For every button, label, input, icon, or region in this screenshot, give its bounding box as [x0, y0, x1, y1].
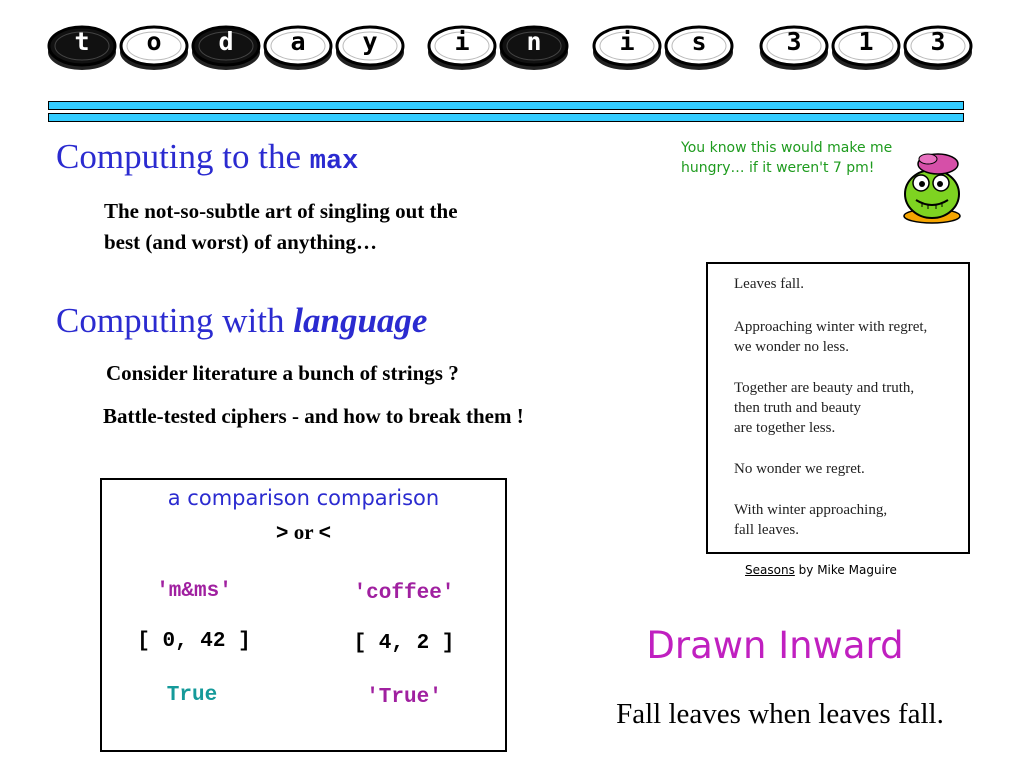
language-point-ciphers: Battle-tested ciphers - and how to break them ! — [103, 404, 524, 428]
comparison-operators — [102, 520, 505, 546]
poem-line: Leaves fall. — [734, 276, 804, 292]
left-result: True — [166, 684, 218, 707]
heading-max-code: max — [309, 147, 359, 177]
poem-line: With winter approaching, — [734, 502, 888, 518]
heading-language-italic: language — [293, 301, 428, 340]
title-key-letter: t — [74, 27, 90, 56]
title-key-letter: i — [454, 27, 470, 56]
title-key-letter: 1 — [858, 27, 874, 56]
title-key-3 — [758, 22, 830, 72]
poem-line: fall leaves. — [734, 522, 799, 538]
drawn-inward-title: Drawn Inward — [646, 624, 904, 667]
header-bar-top — [48, 101, 964, 110]
title-key-o — [118, 22, 190, 72]
comparison-title: a comparison comparison — [167, 486, 440, 510]
left-string: 'm&ms' — [156, 580, 232, 603]
title-key-i — [426, 22, 498, 72]
title-key-n — [498, 22, 570, 72]
right-string: 'coffee' — [353, 582, 455, 605]
heading-computing-language — [56, 301, 427, 341]
title-key-t — [46, 22, 118, 72]
title-key-y — [334, 22, 406, 72]
title-key-i — [591, 22, 663, 72]
poem-caption-author: by Mike Maguire — [794, 563, 897, 577]
comparison-box — [100, 478, 507, 752]
heading-language-prefix: Computing with — [56, 301, 285, 340]
right-list: [ 4, 2 ] — [353, 632, 455, 655]
heading-computing-max — [56, 137, 358, 177]
palindrome-text: Fall leaves when leaves fall. — [616, 698, 944, 730]
right-result: 'True' — [366, 686, 442, 709]
hungry-note: You know this would make me hungry… if it weren't 7 pm! — [681, 140, 893, 176]
title-key-letter: n — [526, 27, 542, 56]
header-bar-bottom — [48, 113, 964, 122]
poem-line: Approaching winter with regret, — [734, 319, 928, 335]
title-keys — [46, 22, 976, 78]
poem-caption — [706, 563, 936, 577]
operator-greater: > — [275, 523, 289, 546]
title-key-letter: d — [218, 27, 234, 56]
title-key-d — [190, 22, 262, 72]
operator-or: or — [293, 520, 314, 544]
poem-image — [706, 262, 970, 554]
heading-max-prefix: Computing to the — [56, 137, 301, 176]
title-key-s — [663, 22, 735, 72]
title-key-letter: o — [146, 27, 162, 56]
title-key-3 — [902, 22, 974, 72]
left-list: [ 0, 42 ] — [137, 630, 251, 653]
poem-line: No wonder we regret. — [734, 461, 865, 477]
poem-caption-title: Seasons — [745, 563, 795, 577]
operator-less: < — [318, 523, 332, 546]
poem-line: Together are beauty and truth, — [734, 380, 915, 396]
green-alien-mascot-icon — [898, 150, 966, 224]
title-key-a — [262, 22, 334, 72]
poem-line: we wonder no less. — [734, 339, 849, 355]
poem-line: are together less. — [734, 420, 836, 436]
max-description — [104, 196, 574, 258]
title-key-letter: i — [619, 27, 635, 56]
max-description-line2: best (and worst) of anything… — [104, 230, 378, 254]
title-key-letter: s — [691, 27, 707, 56]
title-key-letter: 3 — [930, 27, 946, 56]
poem-line: then truth and beauty — [734, 400, 862, 416]
title-key-letter: a — [290, 27, 306, 56]
title-key-letter: 3 — [786, 27, 802, 56]
max-description-line1: The not-so-subtle art of singling out the — [104, 199, 458, 223]
title-key-1 — [830, 22, 902, 72]
title-key-letter: y — [362, 27, 378, 56]
language-point-strings: Consider literature a bunch of strings ? — [106, 361, 459, 385]
